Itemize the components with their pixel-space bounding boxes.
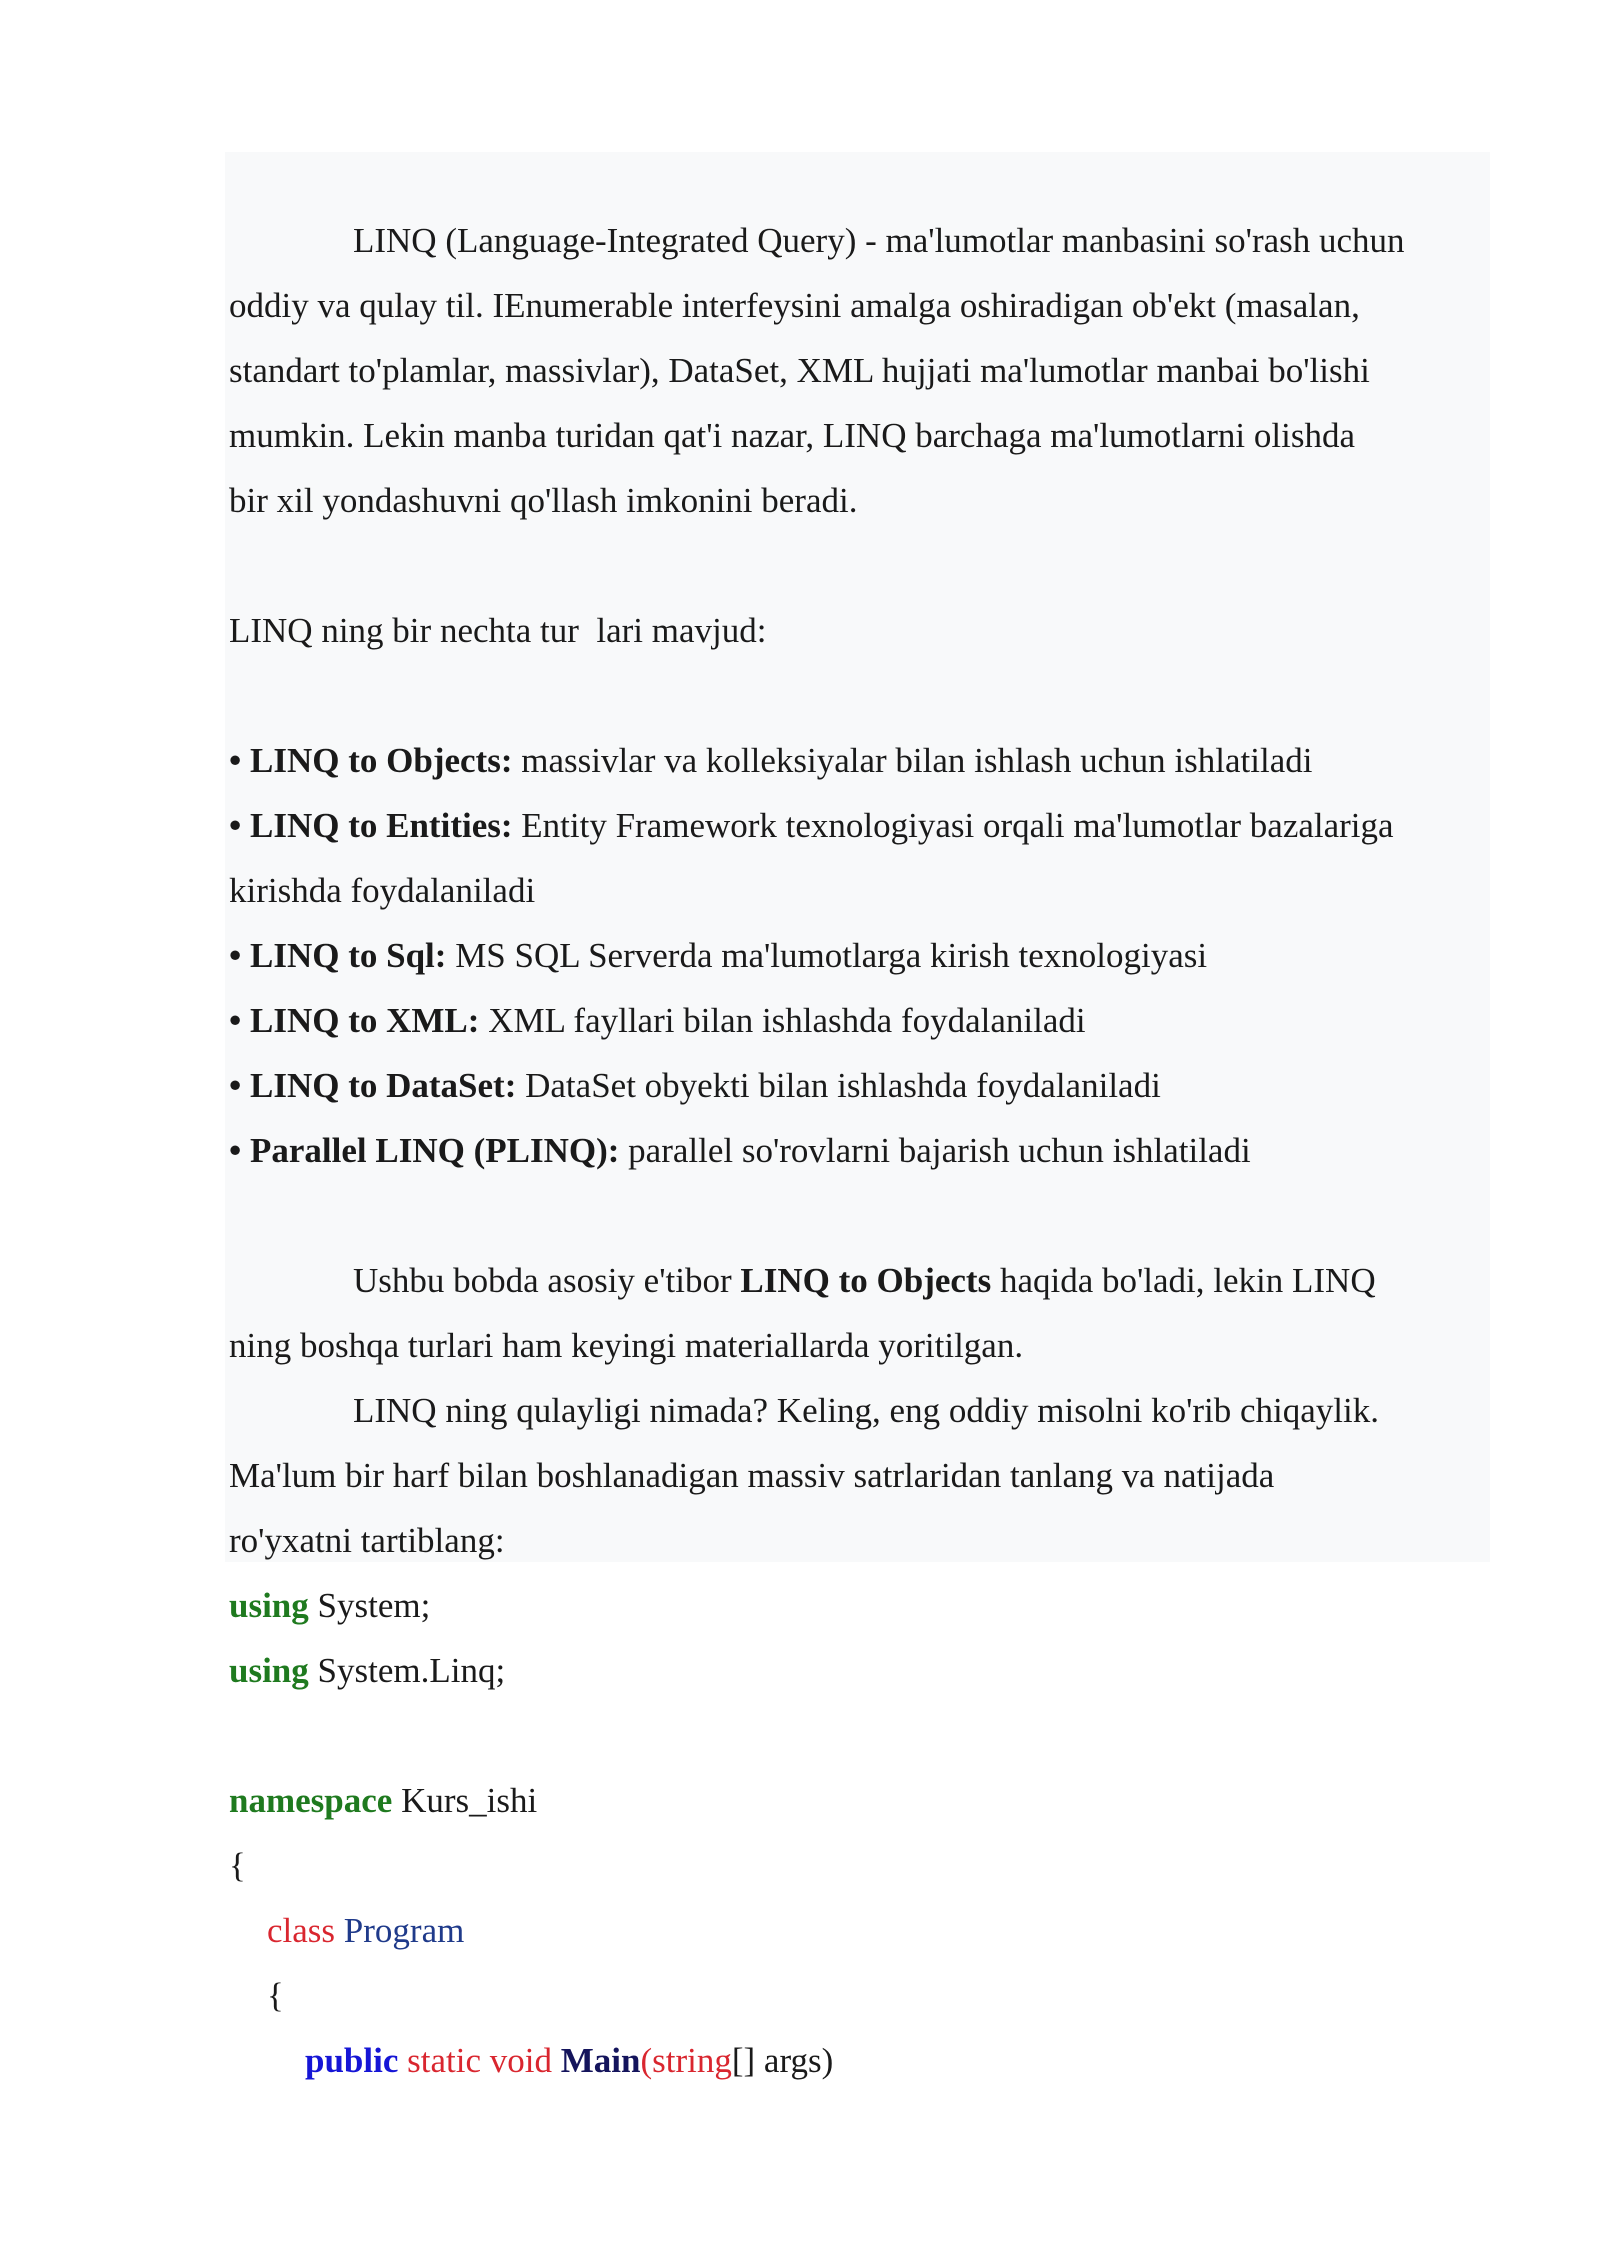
intro-line-1: LINQ (Language-Integrated Query) - ma'lumotlar manbasini so'rash uchun [353, 221, 1405, 260]
list-item-term: • Parallel LINQ (PLINQ): [229, 1131, 620, 1170]
method-name: Main [560, 2041, 641, 2080]
code-using-linq [229, 1638, 1499, 1703]
code-using-system [229, 1573, 1499, 1638]
class-name: Program [335, 1911, 465, 1950]
list-item-desc: DataSet obyekti bilan ishlashda foydalaniladi [516, 1066, 1161, 1105]
code-text: System; [308, 1586, 431, 1625]
list-item [229, 793, 1499, 858]
spacer [229, 663, 1499, 728]
keyword-public: public [305, 2041, 399, 2080]
list-item [229, 728, 1499, 793]
focus-pre: Ushbu bobda asosiy e'tibor [353, 1261, 741, 1300]
keyword-class: class [267, 1911, 336, 1950]
example-line-2: Ma'lum bir harf bilan boshlanadigan massiv satrlaridan tanlang va natijada [229, 1456, 1275, 1495]
code-brace-open: { [267, 1976, 284, 2015]
list-item-desc: XML fayllari bilan ishlashda foydalaniladi [479, 1001, 1086, 1040]
list-item-term: • LINQ to Objects: [229, 741, 513, 780]
list-item-desc: MS SQL Serverda ma'lumotlarga kirish texnologiyasi [446, 936, 1208, 975]
code-text: Kurs_ishi [392, 1781, 538, 1820]
types-heading: LINQ ning bir nechta tur lari mavjud: [229, 611, 767, 650]
intro-line-5: bir xil yondashuvni qo'llash imkonini beradi. [229, 481, 858, 520]
intro-line-4: mumkin. Lekin manba turidan qat'i nazar, LINQ barchaga ma'lumotlarni olishda [229, 416, 1355, 455]
list-item [229, 988, 1499, 1053]
focus-line-1 [229, 1248, 1499, 1313]
example-line-3: ro'yxatni tartiblang: [229, 1521, 505, 1560]
code-brace-open: { [229, 1846, 246, 1885]
code-paren: ( [640, 2041, 653, 2080]
example-line-1: LINQ ning qulayligi nimada? Keling, eng oddiy misolni ko'rib chiqaylik. [353, 1391, 1380, 1430]
list-item [229, 923, 1499, 988]
list-item-term: • LINQ to DataSet: [229, 1066, 517, 1105]
list-item [229, 1118, 1499, 1183]
code-class [229, 1898, 1499, 1963]
intro-line-2: oddiy va qulay til. IEnumerable interfeysini amalga oshiradigan ob'ekt (masalan, [229, 286, 1360, 325]
list-item-term: • LINQ to Entities: [229, 806, 513, 845]
keyword-using: using [229, 1586, 309, 1625]
intro-line-3: standart to'plamlar, massivlar), DataSet, XML hujjati ma'lumotlar manbai bo'lishi [229, 351, 1370, 390]
spacer [229, 533, 1499, 598]
keyword-static-void: static void [398, 2041, 561, 2080]
code-text: [] args) [731, 2041, 834, 2080]
keyword-namespace: namespace [229, 1781, 393, 1820]
list-item-desc: Entity Framework texnologiyasi orqali ma'lumotlar bazalariga [512, 806, 1394, 845]
document-body [229, 208, 1499, 2093]
focus-post: haqida bo'ladi, lekin LINQ [991, 1261, 1376, 1300]
keyword-string: string [652, 2041, 732, 2080]
focus-bold: LINQ to Objects [740, 1261, 992, 1300]
list-item [229, 1053, 1499, 1118]
spacer [229, 1183, 1499, 1248]
code-namespace [229, 1768, 1499, 1833]
spacer [229, 1703, 1499, 1768]
list-item-term: • LINQ to Sql: [229, 936, 447, 975]
list-item-desc: massivlar va kolleksiyalar bilan ishlash uchun ishlatiladi [512, 741, 1313, 780]
code-main-signature [229, 2028, 1499, 2093]
list-item-desc: parallel so'rovlarni bajarish uchun ishlatiladi [619, 1131, 1251, 1170]
list-item-continuation: kirishda foydalaniladi [229, 871, 536, 910]
focus-line-2: ning boshqa turlari ham keyingi materiallarda yoritilgan. [229, 1326, 1024, 1365]
code-text: System.Linq; [308, 1651, 506, 1690]
keyword-using: using [229, 1651, 309, 1690]
list-item-term: • LINQ to XML: [229, 1001, 480, 1040]
